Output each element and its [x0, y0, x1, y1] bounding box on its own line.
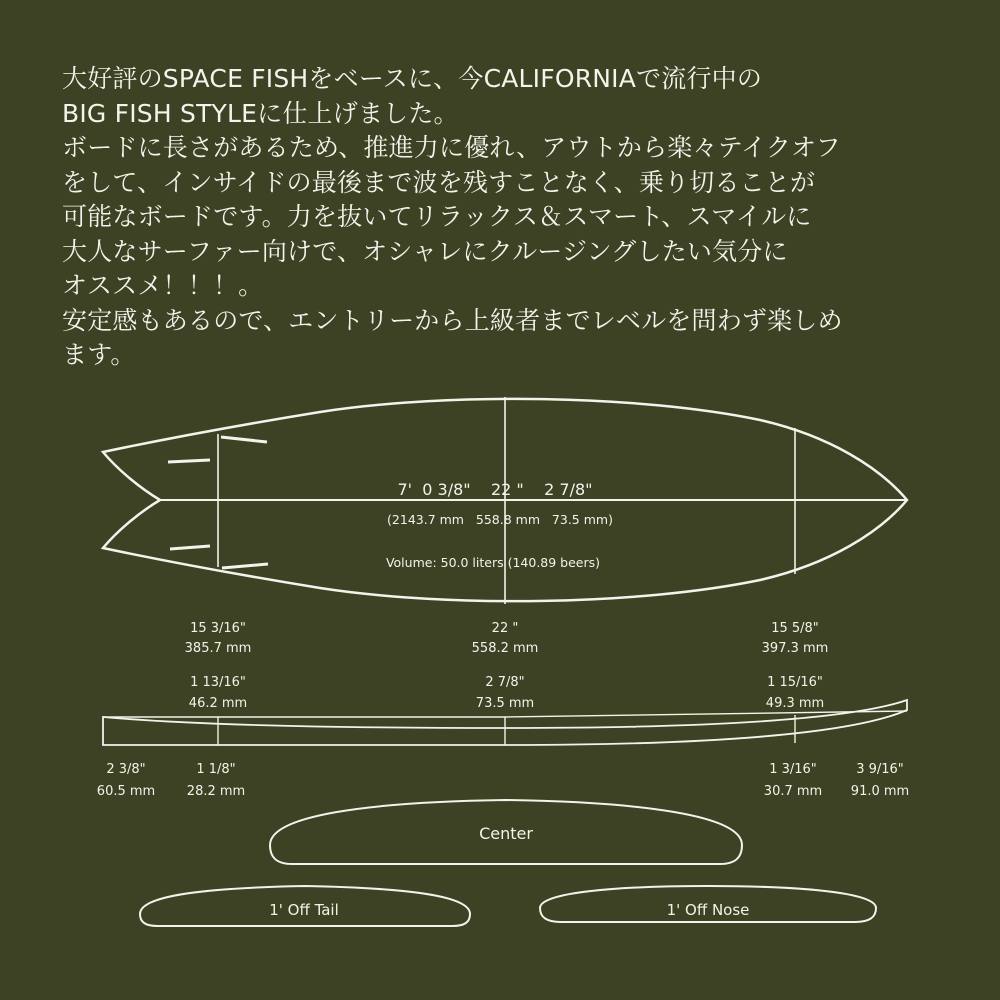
- board-dimensions-metric: (2143.7 mm 558.8 mm 73.5 mm): [387, 512, 613, 527]
- description-line: 可能なボードです。力を抜いてリラックス＆スマート、スマイルに: [62, 202, 812, 231]
- thickness-center-imperial: 2 7/8": [485, 675, 525, 690]
- description-line: をして、インサイドの最後まで波を残すことなく、乗り切ることが: [62, 167, 816, 197]
- fin-mark: [168, 460, 210, 462]
- description-line: 安定感もあるので、エントリーから上級者までレベルを問わず楽しめ: [62, 305, 843, 335]
- description-line: ます。: [62, 340, 136, 369]
- section-center-label: Center: [479, 824, 533, 843]
- description-line: BIG FISH STYLEに仕上げました。: [62, 98, 459, 128]
- thickness-tail-metric: 46.2 mm: [188, 696, 248, 711]
- rocker-tail-metric: 60.5 mm: [96, 784, 156, 799]
- thickness-tail-imperial: 1 13/16": [190, 675, 246, 690]
- section-off-nose: [540, 886, 876, 922]
- width-nose-metric: 397.3 mm: [761, 641, 829, 656]
- width-center-imperial: 22 ": [491, 621, 519, 636]
- fin-mark: [222, 564, 268, 568]
- rocker-tail-imperial: 2 3/8": [106, 762, 146, 777]
- fin-mark: [221, 437, 267, 442]
- rocker-nose-metric: 91.0 mm: [850, 784, 910, 799]
- description-line: 大好評のSPACE FISHをベースに、今CALIFORNIAで流行中の: [62, 64, 763, 93]
- fin-mark: [170, 546, 210, 549]
- width-center-metric: 558.2 mm: [471, 641, 539, 656]
- width-nose-imperial: 15 5/8": [771, 621, 819, 636]
- rocker-tail-1ft-metric: 28.2 mm: [186, 784, 246, 799]
- thickness-nose-metric: 49.3 mm: [765, 696, 825, 711]
- thickness-nose-imperial: 1 15/16": [767, 675, 823, 690]
- board-volume: Volume: 50.0 liters (140.89 beers): [385, 555, 601, 570]
- width-tail-metric: 385.7 mm: [184, 641, 252, 656]
- rocker-tail-1ft-imperial: 1 1/8": [196, 762, 236, 777]
- rocker-nose-imperial: 3 9/16": [856, 762, 904, 777]
- board-dimensions-imperial: 7' 0 3/8" 22 " 2 7/8": [397, 480, 593, 499]
- rocker-nose-1ft-imperial: 1 3/16": [769, 762, 817, 777]
- description-line: オススメ！！！。: [62, 271, 264, 300]
- width-tail-imperial: 15 3/16": [190, 621, 246, 636]
- section-off-tail-label: 1' Off Tail: [269, 901, 339, 919]
- thickness-center-metric: 73.5 mm: [475, 696, 535, 711]
- section-center: [270, 800, 742, 864]
- description-line: ボードに長さがあるため、推進力に優れ、アウトから楽々テイクオフ: [62, 133, 841, 162]
- rocker-nose-1ft-metric: 30.7 mm: [763, 784, 823, 799]
- board-outline: [103, 397, 907, 604]
- description-line: 大人なサーファー向けで、オシャレにクルージングしたい気分に: [62, 236, 788, 266]
- section-off-nose-label: 1' Off Nose: [666, 901, 750, 919]
- section-off-tail: [140, 886, 470, 926]
